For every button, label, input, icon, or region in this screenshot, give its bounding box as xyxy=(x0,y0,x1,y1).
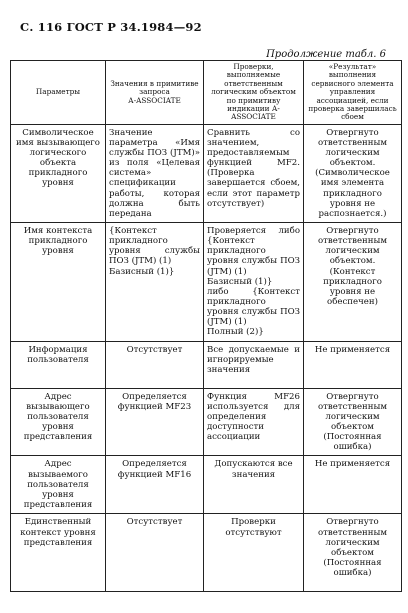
check-description: Допускаются все значения xyxy=(204,456,304,514)
table-row xyxy=(11,223,402,342)
request-value: Значение параметра «Имя службы ПОЗ (JTM)» из поля «Целевая система» спецификации работы, которая должна быть передана xyxy=(106,124,204,222)
parameter-name: Символическое имя вызывающего логического объекта прикладного уровня xyxy=(11,124,106,222)
parameter-name: Адрес вызывающего пользователя уровня представления xyxy=(11,388,106,456)
table-header-row xyxy=(11,61,402,125)
check-description: Сравнить со значением, предоставляемым функцией МF2. (Проверка завершается сбоем, если этот параметр отсутствует) xyxy=(204,124,304,222)
check-description: Функция МF26 используется для определения доступности ассоциации xyxy=(204,388,304,456)
check-description: Проверяется либо {Контекст прикладного уровня службы ПОЗ (JTM) (1) Базисный (1)} либо {Контекст прикладного уровня службы ПОЗ (JTM) (1) Полный (2)} xyxy=(204,223,304,342)
check-description: Проверки отсутствуют xyxy=(204,514,304,592)
failure-result: Отвергнуто ответственным логическим объектом (Постоянная ошибка) xyxy=(304,514,402,592)
parameter-name: Имя контекста прикладного уровня xyxy=(11,223,106,342)
request-value: Определяется функцией МF16 xyxy=(106,456,204,514)
table-row xyxy=(11,124,402,222)
failure-result: Отвергнуто ответственным логическим объектом (Постоянная ошибка) xyxy=(304,388,402,456)
request-value: Отсутствует xyxy=(106,514,204,592)
failure-result: Не применяется xyxy=(304,341,402,388)
header-parameters: Параметры xyxy=(11,61,106,125)
table-continuation-label: Продолжение табл. 6 xyxy=(266,49,386,60)
table-row xyxy=(11,388,402,456)
request-value: {Контекст прикладного уровня службы ПОЗ (JTM) (1) Базисный (1)} xyxy=(106,223,204,342)
failure-result: Не применяется xyxy=(304,456,402,514)
request-value: Определяется функцией МF23 xyxy=(106,388,204,456)
header-result: «Результат» выполнения сервисного элемента управления ассоциацией, если проверка завершилась сбоем xyxy=(304,61,402,125)
check-description: Все допускаемые и игнорируемые значения xyxy=(204,341,304,388)
failure-result: Отвергнуто ответственным логическим объектом. (Символическое имя элемента прикладного уровня не распознается.) xyxy=(304,124,402,222)
header-request-values: Значения в примитиве запроса А-ASSOCIATE xyxy=(106,61,204,125)
table-row xyxy=(11,456,402,514)
failure-result: Отвергнуто ответственным логическим объектом. (Контекст прикладного уровня не обеспечен) xyxy=(304,223,402,342)
parameter-name: Единственный контекст уровня представления xyxy=(11,514,106,592)
table-row xyxy=(11,341,402,388)
parameters-table xyxy=(10,60,402,592)
parameter-name: Адрес вызываемого пользователя уровня представления xyxy=(11,456,106,514)
table-row xyxy=(11,514,402,592)
request-value: Отсутствует xyxy=(106,341,204,388)
page-header: С. 116 ГОСТ Р 34.1984—92 xyxy=(20,20,202,34)
parameter-name: Информация пользователя xyxy=(11,341,106,388)
header-checks: Проверки, выполняемые ответственным логическим объектом по примитиву индикации А-ASSOCIATE xyxy=(204,61,304,125)
